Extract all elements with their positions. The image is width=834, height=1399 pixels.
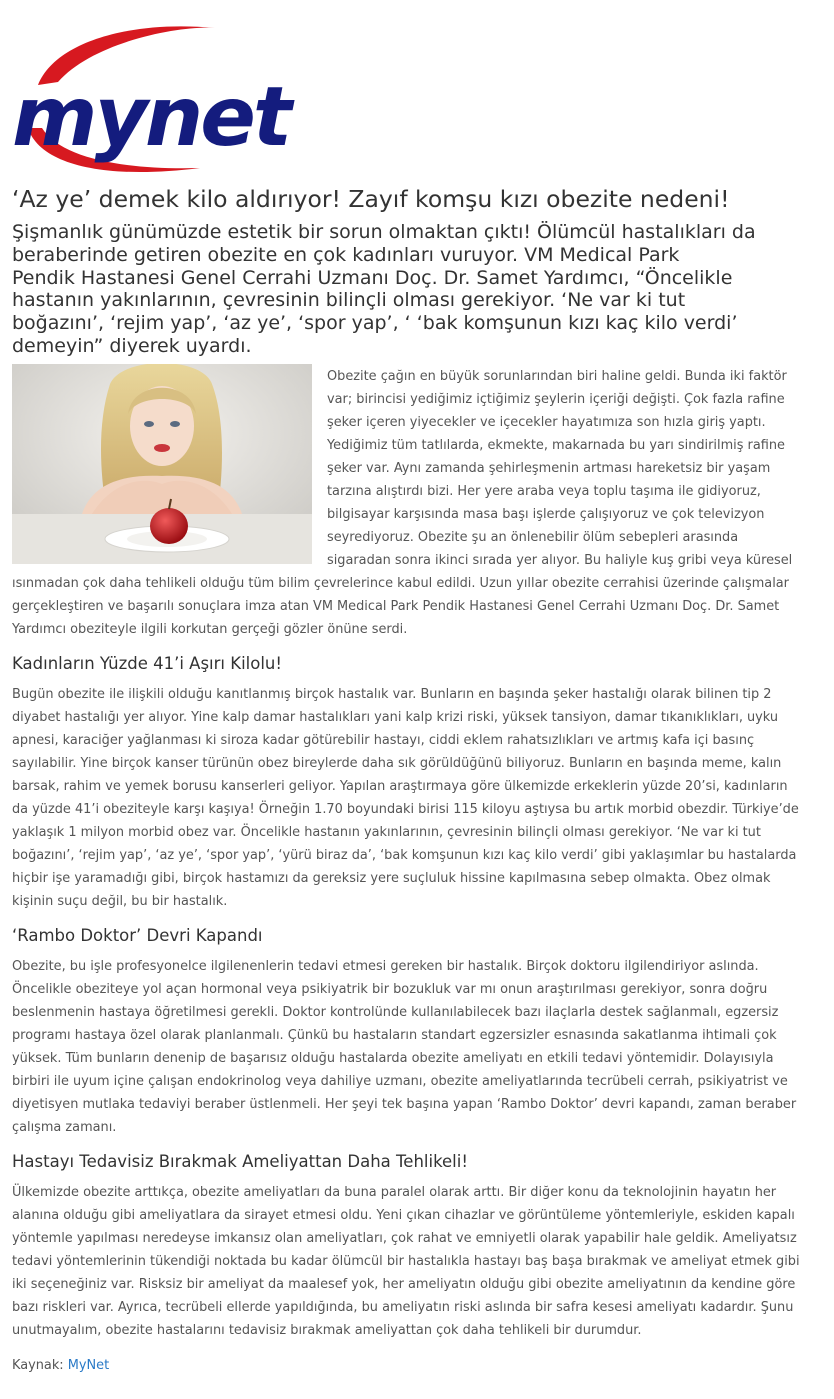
paragraph-line: diyetisyen mutlaka tedaviyi beraber üstlenmeli. Her şeyi tek başına yapan ‘Rambo Doktor’ devri kapandı, zaman beraber	[12, 1097, 797, 1112]
section-heading: Hastayı Tedavisiz Bırakmak Ameliyattan Daha Tehlikeli!	[12, 1152, 468, 1171]
intro-line: Yediğimiz tüm tatlılarda, ekmekte, makarnada bu yarı sindirilmiş rafine	[327, 438, 785, 453]
paragraph-line: Ülkemizde obezite arttıkça, obezite ameliyatları da buna paralel olarak arttı. Bir diğer konu da teknolojinin hayatın her	[12, 1185, 777, 1200]
intro-line: şeker içeren yiyecekler ve içecekler hayatımıza son hızla giriş yaptı.	[327, 415, 766, 430]
woman-with-apple-image	[12, 364, 312, 564]
mynet-logo-graphic	[10, 20, 310, 180]
intro-line: gerçekleştiren ve başarılı sonuçlara imza atan VM Medical Park Pendik Hastanesi Genel Cerrahi Uzmanı Doç. Dr. Samet	[12, 599, 780, 614]
intro-line: seyrediyoruz. Obezite şu an önlenebilir ölüm sebepleri arasında	[327, 530, 739, 545]
paragraph-line: kişinin suçu değil, bu bir hastalık.	[12, 894, 228, 909]
logo-text: mynet	[12, 70, 290, 165]
lead-line: hastanın yakınlarının, çevresinin bilinçli olması gerekiyor. ‘Ne var ki tut	[12, 289, 686, 312]
paragraph-line: bazı riskleri var. Ayrıca, tecrübeli ellerde yapıldığında, bu ameliyatın riski aslında bir safra kesesi ameliyatı kadardır. Şunu	[12, 1300, 794, 1315]
section-heading: ‘Rambo Doktor’ Devri Kapandı	[12, 926, 263, 945]
paragraph-line: yaklaşık 1 milyon morbid obez var. Öncelikle hastanın yakınlarının, çevresinin bilinçli olması gerekiyor. ‘Ne var ki tut	[12, 825, 761, 840]
article-title: ‘Az ye’ demek kilo aldırıyor! Zayıf komşu kızı obezite nedeni!	[12, 185, 730, 213]
paragraph-line: iki seçeneğiniz var. Risksiz bir ameliyat da maalesef yok, her ameliyatın olduğu gibi obezite ameliyatının da kendine göre	[12, 1277, 796, 1292]
paragraph-line: da yüzde 41’i obeziteyle karşı kaşıya! Örneğin 1.70 boyundaki birisi 115 kiloyu aştıysa bu artık morbid obezdir. Türkiye’de	[12, 802, 799, 817]
source-line	[12, 1356, 109, 1376]
paragraph-line: Obezite, bu işle profesyonelce ilgilenenlerin tedavi etmesi gereken bir hastalık. Birçok doktoru ilgilendiriyor aslında.	[12, 959, 759, 974]
paragraph-line: barsak, rahim ve yemek borusu kanserleri geliyor. Yapılan araştırmaya göre ülkemizde erkeklerin yüzde 20’si, kadınların	[12, 779, 788, 794]
paragraph-line: programı hastaya özel olarak planlanmalı. Çünkü bu hastaların standart egzersizler esnasında sakatlanma ihtimali çok	[12, 1028, 777, 1043]
lead-line: boğazını’, ‘rejim yap’, ‘az ye’, ‘spor yap’, ‘ ‘bak komşunun kızı kaç kilo verdi’	[12, 312, 738, 335]
paragraph-line: Bugün obezite ile ilişkili olduğu kanıtlanmış birçok hastalık var. Bunların en başında şeker hastalığı olarak bilinen tip 2	[12, 687, 772, 702]
paragraph-line: beslenmenin hastaya öğretilmesi gerekli. Doktor kontrolünde kullanılabilecek bazı ilaçlarla destek sağlanmalı, egzersiz	[12, 1005, 779, 1020]
paragraph-line: boğazını’, ‘rejim yap’, ‘az ye’, ‘spor yap’, ‘yürü biraz da’, ‘bak komşunun kızı kaç kilo verdi’ gibi yaklaşımlar bu hastalarda	[12, 848, 797, 863]
section-paragraph	[12, 955, 824, 1139]
intro-line: şeker var. Aynı zamanda şehirleşmenin artması hareketsiz bir yaşam	[327, 461, 771, 476]
intro-line: bilgisayar karşısında masa başı işlerde çalışıyoruz ve çok televizyon	[327, 507, 765, 522]
paragraph-line: birbiri ile uyum içine çalışan endokrinolog veya dahiliye uzmanı, obezite ameliyatlarında tecrübeli cerrah, psikiyatrist ve	[12, 1074, 788, 1089]
paragraph-line: yüksek. Tüm bunların denenip de başarısız olduğu hastalarda obezite ameliyatı en etkili tedavi yöntemidir. Dolayısıyla	[12, 1051, 774, 1066]
section-paragraph	[12, 1181, 824, 1342]
lead-line: beraberinde getiren obezite en çok kadınları vuruyor. VM Medical Park	[12, 243, 680, 266]
paragraph-line: alanına olduğu gibi ameliyatlara da sirayet etmesi oldu. Yeni çıkan cihazlar ve görüntüleme yöntemleriyle, eskiden kapalı	[12, 1208, 795, 1223]
article-photo	[12, 364, 312, 564]
intro-line: Yardımcı obeziteyle ilgili korkutan gerçeği gözler önüne serdi.	[12, 622, 408, 637]
section-heading: Kadınların Yüzde 41’i Aşırı Kilolu!	[12, 654, 282, 673]
source-link[interactable]: MyNet	[67, 1358, 110, 1373]
section-paragraph	[12, 683, 824, 913]
lead-line: Şişmanlık günümüzde estetik bir sorun olmaktan çıktı! Ölümcül hastalıkları da	[12, 221, 756, 243]
intro-paragraph	[327, 365, 824, 572]
paragraph-line: apnesi, karaciğer yağlanması ki siroza kadar götürebilir hastayı, ciddi eklem rahatsızlıkları ve artmış kafa içi basınç	[12, 733, 755, 748]
article-lead	[12, 221, 824, 358]
paragraph-line: sayılabilir. Yine birçok kanser türünün obez bireylerde daha sık görüldüğünü biliyoruz. Bunların en başında meme, kalın	[12, 756, 782, 771]
paragraph-line: diyabet hastalığı yer alıyor. Yine kalp damar hastalıkları yani kalp krizi riski, yüksek tansiyon, damar tıkanıklıkları, uyku	[12, 710, 779, 725]
intro-line: var; birincisi yediğimiz içtiğimiz şeylerin içeriği değişti. Çok fazla rafine	[327, 392, 785, 407]
intro-line: Obezite çağın en büyük sorunlarından biri haline geldi. Bunda iki faktör	[327, 369, 787, 384]
paragraph-line: hiçbir işe yaramadığı gibi, birçok hastamızı da gereksiz yere suçluluk hissine kapılmasına sebep olmakta. Obez olmak	[12, 871, 771, 886]
mynet-logo[interactable]	[10, 20, 310, 180]
paragraph-line: tedavi yöntemlerinin tükendiği noktada bu kadar ölümcül bir hastalıkla hastayı baş başa bırakmak ve ameliyat etmek gibi	[12, 1254, 800, 1269]
source-label: Kaynak:	[12, 1358, 64, 1373]
paragraph-line: Öncelikle obeziteye yol açan hormonal veya psikiyatrik bir bozukluk var mı onun araştırılması gerekiyor, sonra doğru	[12, 982, 768, 997]
intro-line: ısınmadan çok daha tehlikeli olduğu tüm bilim çevrelerince kabul edildi. Uzun yıllar obezite cerrahisi üzerinde çalışmalar	[12, 576, 789, 591]
lead-line: demeyin” diyerek uyardı.	[12, 334, 252, 357]
intro-line: tarzına alıştırdı bizi. Her yere araba veya toplu taşıma ile gidiyoruz,	[327, 484, 761, 499]
intro-line: sigaradan sonra ikinci sırada yer alıyor. Bu haliyle kuş gribi veya küresel	[327, 553, 793, 568]
paragraph-line: unutmayalım, obezite hastalarını tedavisiz bırakmak ameliyattan çok daha tehlikeli bir durumdur.	[12, 1323, 642, 1338]
intro-paragraph-continued	[12, 572, 824, 641]
paragraph-line: yöntemle yapılması neredeyse imkansız olan ameliyatları, çok rahat ve emniyetli olarak yapabilir hale geldik. Ameliyatsız	[12, 1231, 797, 1246]
paragraph-line: çalışma zamanı.	[12, 1120, 117, 1135]
lead-line: Pendik Hastanesi Genel Cerrahi Uzmanı Doç. Dr. Samet Yardımcı, “Öncelikle	[12, 266, 733, 289]
